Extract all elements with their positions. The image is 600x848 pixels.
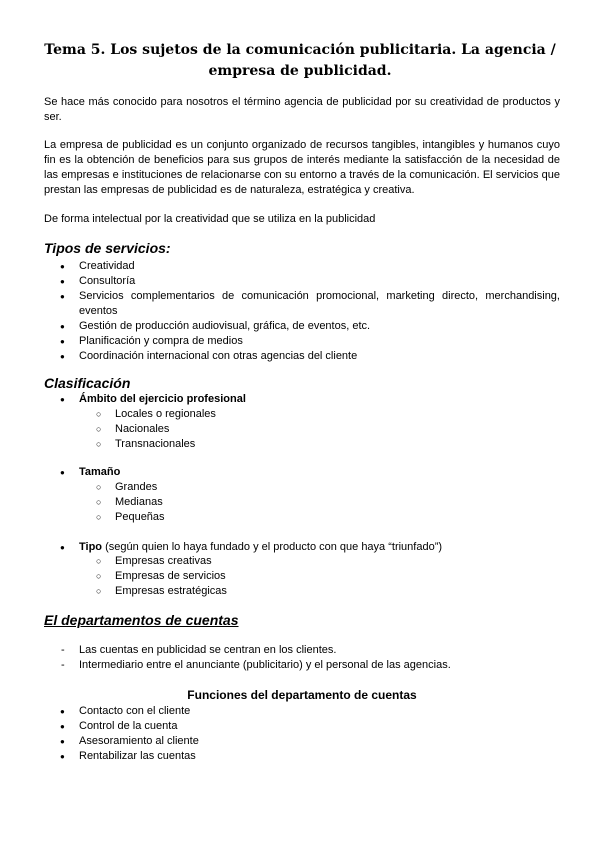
type-note: (según quien lo haya fundado y el producto con que haya “triunfado”) [102, 541, 443, 553]
accounts-department-heading: El departamentos de cuentas [44, 612, 239, 628]
list-item: ● Planificación y compra de medios [79, 334, 560, 349]
accounts-list [79, 643, 560, 673]
classification-heading: Clasificación [44, 375, 131, 391]
list-item: ○ Empresas creativas [115, 554, 560, 569]
size-list [79, 465, 560, 480]
scope-label: ● Ámbito del ejercicio profesional [79, 392, 560, 407]
list-item: ○ Pequeñas [115, 510, 560, 525]
list-item: ○ Transnacionales [115, 437, 560, 452]
list-item: - Intermediario entre el anunciante (publicitario) y el personal de las agencias. [79, 658, 560, 673]
functions-list [79, 704, 560, 764]
size-sublist [115, 480, 560, 525]
list-item: ● Consultoría [79, 274, 560, 289]
type-label: Tipo [79, 541, 103, 553]
type-item [79, 540, 560, 555]
list-item: ○ Nacionales [115, 422, 560, 437]
definition-paragraph: La empresa de publicidad es un conjunto organizado de recursos tangibles, intangibles y humanos cuyo fin es la obtención de beneficios para sus grupos de interés mediante la satisfacción de la necesidad de las empresas e instituciones de relacionarse con su entorno a través de la comunicación. El servicios que prestan las empresas de publicidad es de naturaleza, estratégica y creativa. [44, 139, 560, 196]
list-item: ● Rentabilizar las cuentas [79, 749, 560, 764]
list-item: ● Servicios complementarios de comunicación promocional, marketing directo, merchandising, eventos [79, 289, 560, 319]
list-item: ○ Empresas estratégicas [115, 584, 560, 599]
list-item: ● Contacto con el cliente [79, 704, 560, 719]
services-heading: Tipos de servicios: [44, 240, 171, 256]
size-label: ● Tamaño [79, 465, 560, 480]
scope-sublist [115, 407, 560, 452]
list-item: ○ Empresas de servicios [115, 569, 560, 584]
type-sublist [115, 554, 560, 599]
list-item: ● Control de la cuenta [79, 719, 560, 734]
scope-list [79, 392, 560, 407]
list-item: - Las cuentas en publicidad se centran en los clientes. [79, 643, 560, 658]
type-list [79, 540, 560, 555]
functions-heading: Funciones del departamento de cuentas [187, 688, 417, 702]
list-item: ○ Medianas [115, 495, 560, 510]
intro-paragraph: Se hace más conocido para nosotros el término agencia de publicidad por su creatividad de productos y ser. [44, 96, 560, 123]
services-list [79, 259, 560, 364]
list-item: ● Asesoramiento al cliente [79, 734, 560, 749]
intellectual-paragraph: De forma intelectual por la creatividad que se utiliza en la publicidad [44, 213, 376, 225]
page-title: Tema 5. Los sujetos de la comunicación publicitaria. La agencia / empresa de publicidad. [44, 42, 556, 79]
list-item: ● Coordinación internacional con otras agencias del cliente [79, 349, 560, 364]
list-item: ● Gestión de producción audiovisual, gráfica, de eventos, etc. [79, 319, 560, 334]
list-item: ● Creatividad [79, 259, 560, 274]
list-item: ○ Locales o regionales [115, 407, 560, 422]
list-item: ○ Grandes [115, 480, 560, 495]
